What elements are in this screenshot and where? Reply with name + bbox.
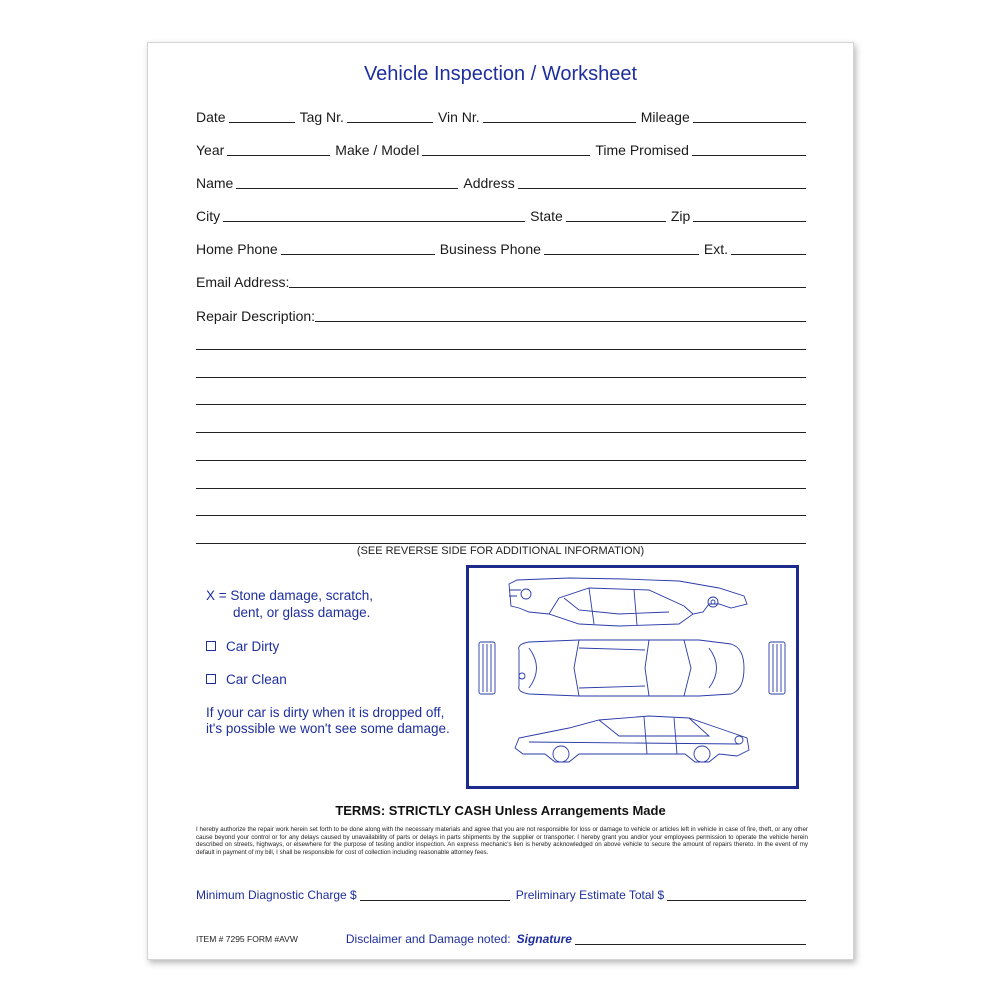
authorization-terms-text: I hereby authorize the repair work herein set forth to be done along with the necessary materials and agree that you are not responsible for loss or damage to vehicle or articles left in vehicle in case of fire, theft, or any other cause beyond your control or for any delays caused by unavailability of parts or delays in parts shipments by the supplier or transporter. I hereby grant you and/or your employees permission to operate the vehicle herein described on streets, highways, or elsewhere for the purpose of testing and/or inspection. An express mechanic's lien is hereby acknowledged on above vehicle to secure the amount of repairs thereto. In the event of my default in payment of my bill, I shall be responsible for cost of collection including reasonable attorney fees. [196, 826, 808, 856]
damage-legend-line2: dent, or glass damage. [233, 605, 371, 620]
make-model-label: Make / Model [335, 142, 420, 158]
car-outline-icon [469, 568, 796, 786]
city-field[interactable] [223, 221, 525, 222]
car-clean-label: Car Clean [226, 672, 287, 687]
vin-label: Vin Nr. [437, 109, 480, 125]
business-phone-label: Business Phone [439, 241, 541, 257]
car-clean-checkbox[interactable] [206, 674, 216, 684]
row-phones [196, 235, 806, 257]
state-label: State [530, 208, 563, 224]
date-label: Date [196, 109, 226, 125]
row-signature [196, 925, 806, 947]
signature-field[interactable] [575, 944, 806, 945]
name-label: Name [196, 175, 234, 191]
preliminary-estimate-field[interactable] [667, 900, 806, 901]
repair-line[interactable] [196, 543, 806, 544]
car-dirty-checkbox[interactable] [206, 641, 216, 651]
repair-line[interactable] [196, 377, 806, 378]
repair-line[interactable] [196, 488, 806, 489]
repair-line[interactable] [196, 404, 806, 405]
address-field[interactable] [518, 188, 806, 189]
email-field[interactable] [289, 287, 806, 288]
repair-line[interactable] [196, 432, 806, 433]
time-promised-label: Time Promised [595, 142, 689, 158]
zip-label: Zip [670, 208, 691, 224]
signature-label: Signature [516, 932, 572, 946]
car-clean-option[interactable] [206, 672, 287, 688]
state-field[interactable] [566, 221, 666, 222]
repair-line[interactable] [196, 460, 806, 461]
row-repair-description [196, 302, 806, 324]
see-reverse-note: (SEE REVERSE SIDE FOR ADDITIONAL INFORMATION) [356, 545, 645, 557]
damage-legend-line1: X = Stone damage, scratch, [206, 588, 373, 603]
year-label: Year [196, 142, 225, 158]
repair-description-field[interactable] [315, 321, 806, 322]
date-field[interactable] [229, 122, 295, 123]
time-promised-field[interactable] [692, 155, 806, 156]
city-label: City [196, 208, 221, 224]
vehicle-damage-diagram[interactable] [466, 565, 799, 789]
tag-field[interactable] [347, 122, 433, 123]
name-field[interactable] [236, 188, 458, 189]
dirty-car-note-line2: it's possible we won't see some damage. [206, 721, 450, 736]
dirty-car-note-line1: If your car is dirty when it is dropped off, [206, 705, 445, 720]
row-date-tag-vin-mileage [196, 103, 806, 125]
repair-line[interactable] [196, 349, 806, 350]
vin-field[interactable] [483, 122, 636, 123]
mileage-field[interactable] [693, 122, 806, 123]
ext-field[interactable] [731, 254, 806, 255]
address-label: Address [463, 175, 515, 191]
make-model-field[interactable] [422, 155, 590, 156]
terms-heading: TERMS: STRICTLY CASH Unless Arrangements Made [335, 803, 666, 818]
row-city-state-zip [196, 202, 806, 224]
home-phone-label: Home Phone [196, 241, 278, 257]
ext-label: Ext. [703, 241, 729, 257]
disclaimer-label: Disclaimer and Damage noted: [345, 932, 511, 946]
row-email [196, 268, 806, 290]
row-name-address [196, 169, 806, 191]
car-dirty-option[interactable] [206, 639, 279, 655]
mileage-label: Mileage [640, 109, 690, 125]
min-diagnostic-field[interactable] [360, 900, 510, 901]
zip-field[interactable] [693, 221, 806, 222]
form-title: Vehicle Inspection / Worksheet [363, 63, 638, 85]
repair-line[interactable] [196, 515, 806, 516]
item-form-number: ITEM # 7295 FORM #AVW [196, 934, 298, 944]
year-field[interactable] [227, 155, 330, 156]
row-year-make-time [196, 136, 806, 158]
repair-description-label: Repair Description: [196, 308, 316, 324]
inspection-form-sheet [147, 42, 854, 960]
home-phone-field[interactable] [281, 254, 435, 255]
tag-label: Tag Nr. [299, 109, 344, 125]
preliminary-estimate-label: Preliminary Estimate Total $ [515, 888, 665, 902]
car-dirty-label: Car Dirty [226, 639, 280, 654]
business-phone-field[interactable] [544, 254, 699, 255]
row-charges [196, 881, 806, 903]
min-diagnostic-label: Minimum Diagnostic Charge $ [196, 888, 357, 902]
email-label: Email Address: [196, 274, 290, 290]
